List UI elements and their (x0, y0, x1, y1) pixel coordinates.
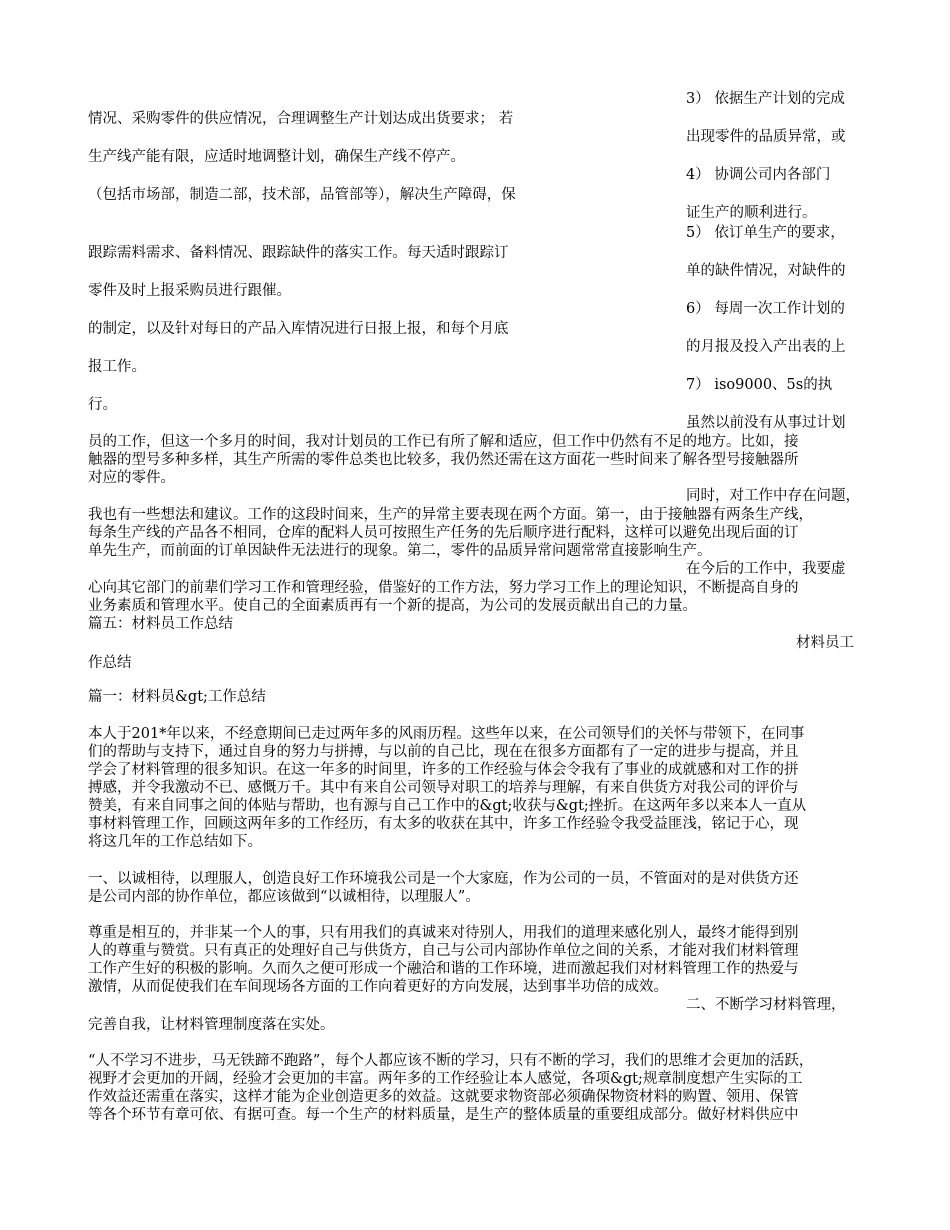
paragraph-line: 人的尊重与赞赏。只有真正的处理好自己与供货方，自己与公司内部协作单位之间的关系，才能对我们材料管理 (88, 943, 799, 959)
paragraph-line: 学会了材料管理的很多知识。在这一年多的时间里，许多的工作经验与体会令我有了事业的成就感和对工作的拼 (88, 762, 799, 778)
title-left: 作总结 (88, 655, 132, 671)
right-col-line: 同时，对工作中存在问题， (686, 488, 860, 504)
paragraph-line: 激情，从而促使我们在车间现场各方面的工作向着更好的方向发展，达到事半功倍的成效。 (88, 979, 668, 995)
right-col-line: 证生产的顺利进行。 (686, 205, 817, 221)
paragraph-line: 对应的零件。 (88, 470, 175, 486)
paragraph-line: 一、以诚相待，以理服人，创造良好工作环境我公司是一个大家庭，作为公司的一员，不管面对的是对供货方还 (88, 871, 799, 887)
paragraph-line: 事材料管理工作，回顾这两年多的工作经历，有太多的收获在其中，许多工作经验令我受益匪浅，铭记于心，现 (88, 816, 799, 832)
paragraph-line: 触器的型号多种多样，其生产所需的零件总类也比较多，我仍然还需在这方面花一些时间来了解各型号接触器所 (88, 452, 799, 468)
right-col-line: 4） 协调公司内各部门 (686, 167, 831, 183)
paragraph-line: 工作产生好的积极的影响。久而久之便可形成一个融洽和谐的工作环境，进而激起我们对材料管理工作的热爱与 (88, 961, 799, 977)
paragraph-line: 赞美，有来自同事之间的体贴与帮助，也有源与自己工作中的&gt;收获与&gt;挫折。在这两年多以来本人一直从 (88, 798, 807, 814)
left-col-line: 情况、采购零件的供应情况，合理调整生产计划达成出货要求； 若 (88, 111, 514, 127)
left-col-line: 跟踪需料需求、备料情况、跟踪缺件的落实工作。每天适时跟踪订 (88, 245, 509, 261)
right-col-line: 7） iso9000、5s的执 (686, 377, 833, 393)
paragraph-line: 完善自我，让材料管理制度落在实处。 (88, 1017, 335, 1033)
left-col-line: 零件及时上报采购员进行跟催。 (88, 283, 291, 299)
right-col-line: 6） 每周一次工作计划的 (686, 301, 845, 317)
paragraph-line: 等各个环节有章可依、有据可查。每一个生产的材料质量，是生产的整体质量的重要组成部分。做好材料供应中 (88, 1107, 799, 1123)
title-right: 材料员工 (796, 635, 854, 651)
right-col-line: 3） 依据生产计划的完成 (686, 91, 845, 107)
paragraph-line: 将这几年的工作总结如下。 (88, 834, 262, 850)
left-col-line: 的制定，以及针对每日的产品入库情况进行日报上报，和每个月底 (88, 321, 509, 337)
left-col-line: 报工作。 (88, 359, 146, 375)
paragraph-line: 搏感，并令我激动不已、感慨万千。其中有来自公司领导对职工的培养与理解，有来自供货方对我公司的评价与 (88, 780, 799, 796)
paragraph-line: 心向其它部门的前辈们学习工作和管理经验，借鉴好的工作方法，努力学习工作上的理论知识，不断提高自身的 (88, 580, 799, 596)
right-col-line: 5） 依订单生产的要求， (686, 225, 845, 241)
paragraph-line: “人不学习不进步，马无铁蹄不跑路”，每个人都应该不断的学习，只有不断的学习，我们的思维才会更加的活跃， (88, 1053, 814, 1069)
section-heading: 篇一：材料员&gt;工作总结 (88, 689, 266, 705)
paragraph-line: 本人于201*年以来，不经意期间已走过两年多的风雨历程。这些年以来，在公司领导们的关怀与带领下，在同事 (88, 726, 805, 742)
paragraph-line: 尊重是相互的，并非某一个人的事，只有用我们的真诚来对待别人，用我们的道理来感化别人，最终才能得到别 (88, 925, 799, 941)
left-col-line: （包括市场部，制造二部，技术部，品管部等），解决生产障碍，保 (88, 187, 516, 203)
left-col-line: 行。 (88, 397, 117, 413)
paragraph-line: 我也有一些想法和建议。工作的这段时间来，生产的异常主要表现在两个方面。第一，由于接触器有两条生产线， (88, 507, 813, 523)
section-heading: 篇五：材料员工作总结 (88, 616, 233, 632)
right-col-line: 虽然以前没有从事过计划 (686, 415, 846, 431)
right-col-line: 单的缺件情况，对缺件的 (686, 263, 846, 279)
paragraph-line: 是公司内部的协作单位，都应该做到“以诚相待，以理服人”。 (88, 889, 480, 905)
right-col-line: 的月报及投入产出表的上 (686, 339, 846, 355)
paragraph-line: 视野才会更加的开阔，经验才会更加的丰富。两年多的工作经验让本人感觉，各项&gt;规章制度想产生实际的工 (88, 1071, 803, 1087)
right-col-line: 二、不断学习材料管理， (686, 997, 846, 1013)
right-col-line: 在今后的工作中，我要虚 (686, 561, 846, 577)
right-col-line: 出现零件的品质异常，或 (686, 129, 846, 145)
paragraph-line: 员的工作，但这一个多月的时间，我对计划员的工作已有所了解和适应，但工作中仍然有不足的地方。比如，接 (88, 434, 799, 450)
paragraph-line: 们的帮助与支持下，通过自身的努力与拼搏，与以前的自己比，现在在很多方面都有了一定的进步与提高，并且 (88, 744, 799, 760)
paragraph-line: 业务素质和管理水平。使自己的全面素质再有一个新的提高，为公司的发展贡献出自己的力量。 (88, 598, 697, 614)
paragraph-line: 每条生产线的产品各不相同，仓库的配料人员可按照生产任务的先后顺序进行配料，这样可以避免出现后面的订 (88, 525, 799, 541)
paragraph-line: 单先生产，而前面的订单因缺件无法进行的现象。第二，零件的品质异常问题常常直接影响生产。 (88, 543, 712, 559)
paragraph-line: 作效益还需重在落实，这样才能为企业创造更多的效益。这就要求物资部必须确保物资材料的购置、领用、保管 (88, 1089, 799, 1105)
left-col-line: 生产线产能有限，应适时地调整计划，确保生产线不停产。 (88, 149, 465, 165)
